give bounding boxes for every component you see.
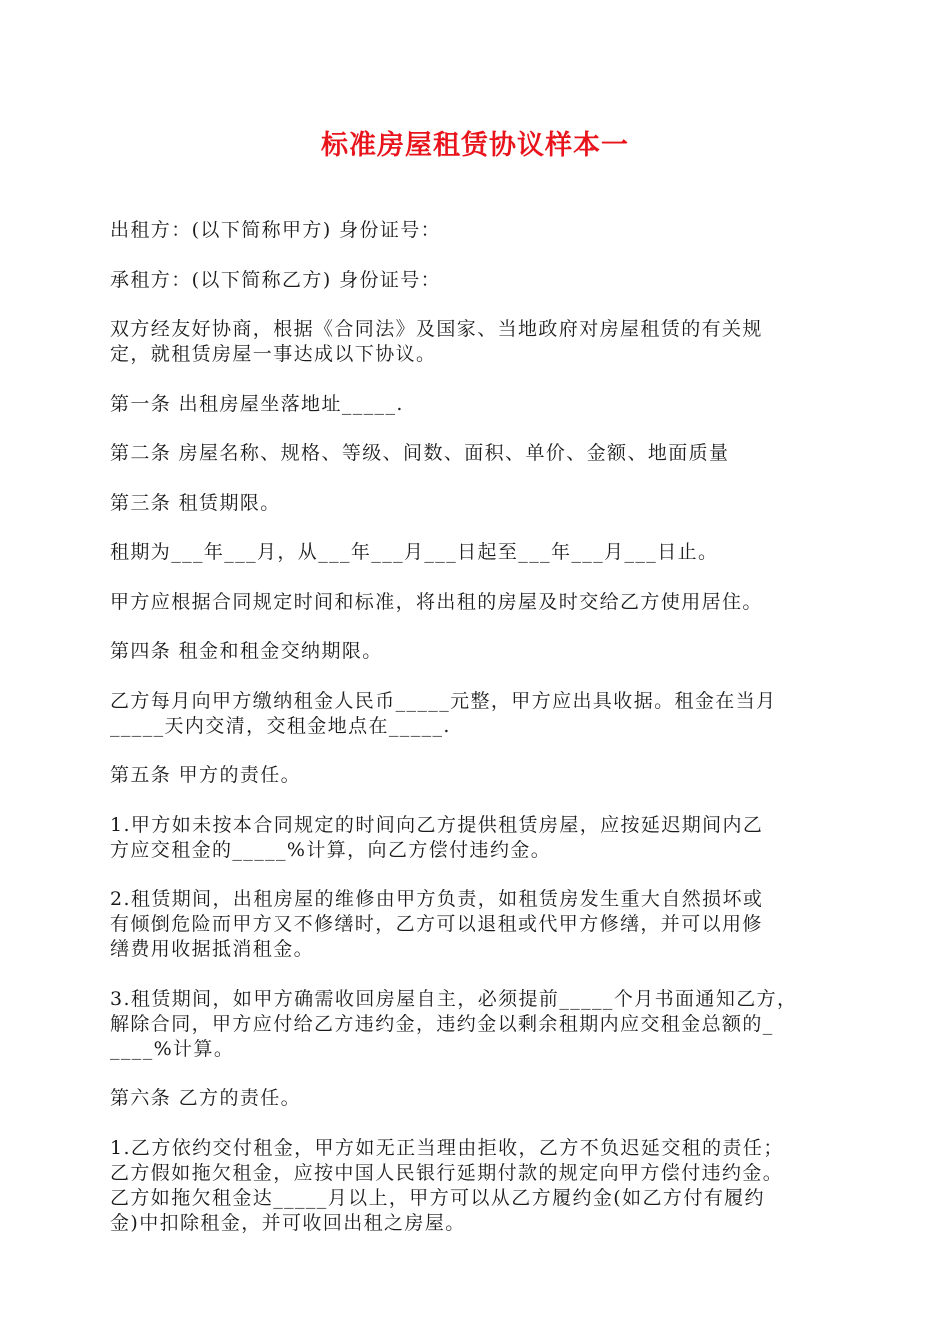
paragraph	[110, 317, 845, 367]
document-title: 标准房屋租赁协议样本一	[321, 130, 629, 161]
paragraph	[110, 441, 845, 466]
paragraph-line: 解除合同，甲方应付给乙方违约金，违约金以剩余租期内应交租金总额的_	[110, 1012, 774, 1035]
paragraph-line: 第四条 租金和租金交纳期限。	[110, 640, 383, 662]
paragraph	[110, 540, 845, 565]
paragraph-line: 乙方每月向甲方缴纳租金人民币_____元整，甲方应出具收据。租金在当月	[110, 689, 777, 712]
paragraph-line: 定，就租赁房屋一事达成以下协议。	[110, 343, 437, 365]
paragraph	[110, 590, 845, 615]
paragraph-line: 第六条 乙方的责任。	[110, 1087, 302, 1109]
paragraph-line: _____天内交清，交租金地点在_____.	[110, 714, 451, 737]
paragraph-line: ____%计算。	[110, 1037, 235, 1060]
paragraph	[110, 491, 845, 516]
paragraph	[110, 392, 845, 417]
paragraph-line: 1.乙方依约交付租金，甲方如无正当理由拒收，乙方不负迟延交租的责任；	[110, 1136, 784, 1159]
paragraph	[110, 887, 845, 962]
paragraph-line: 承租方：(以下简称乙方) 身份证号：	[110, 268, 442, 291]
paragraph-line: 1.甲方如未按本合同规定的时间向乙方提供租赁房屋，应按延迟期间内乙	[110, 813, 764, 836]
paragraph-line: 缮费用收据抵消租金。	[110, 938, 315, 960]
paragraph-line: 金)中扣除租金，并可收回出租之房屋。	[110, 1211, 466, 1234]
paragraph	[110, 1086, 845, 1111]
paragraph-line: 有倾倒危险而甲方又不修缮时，乙方可以退租或代甲方修缮，并可以用修	[110, 913, 763, 935]
paragraph-line: 第三条 租赁期限。	[110, 491, 281, 514]
paragraph	[110, 639, 845, 664]
paragraph	[110, 689, 845, 739]
paragraph	[110, 218, 845, 243]
paragraph-line: 第二条 房屋名称、规格、等级、间数、面积、单价、金额、地面质量	[110, 442, 730, 464]
paragraph-line: 第五条 甲方的责任。	[110, 764, 302, 786]
paragraph-line: 2.租赁期间，出租房屋的维修由甲方负责，如租赁房发生重大自然损坏或	[110, 888, 764, 910]
paragraph	[110, 1136, 845, 1236]
paragraph-line: 甲方应根据合同规定时间和标准，将出租的房屋及时交给乙方使用居住。	[110, 590, 763, 613]
paragraph-line: 3.租赁期间，如甲方确需收回房屋自主，必须提前_____个月书面通知乙方，	[110, 987, 798, 1010]
paragraph-line: 租期为___年___月，从___年___月___日起至___年___月___日止。	[110, 541, 719, 563]
paragraph-line: 双方经友好协商，根据《合同法》及国家、当地政府对房屋租赁的有关规	[110, 318, 763, 340]
paragraph	[110, 268, 845, 293]
paragraph-line: 乙方假如拖欠租金，应按中国人民银行延期付款的规定向甲方偿付违约金。	[110, 1161, 784, 1184]
paragraph-line: 乙方如拖欠租金达_____月以上，甲方可以从乙方履约金(如乙方付有履约	[110, 1186, 765, 1209]
paragraph	[110, 987, 845, 1062]
paragraph-line: 第一条 出租房屋坐落地址_____.	[110, 392, 404, 415]
document-body	[110, 218, 845, 1260]
paragraph	[110, 813, 845, 863]
paragraph-line: 出租方：(以下简称甲方) 身份证号：	[110, 219, 442, 241]
paragraph	[110, 763, 845, 788]
paragraph-line: 方应交租金的_____%计算，向乙方偿付违约金。	[110, 838, 552, 861]
